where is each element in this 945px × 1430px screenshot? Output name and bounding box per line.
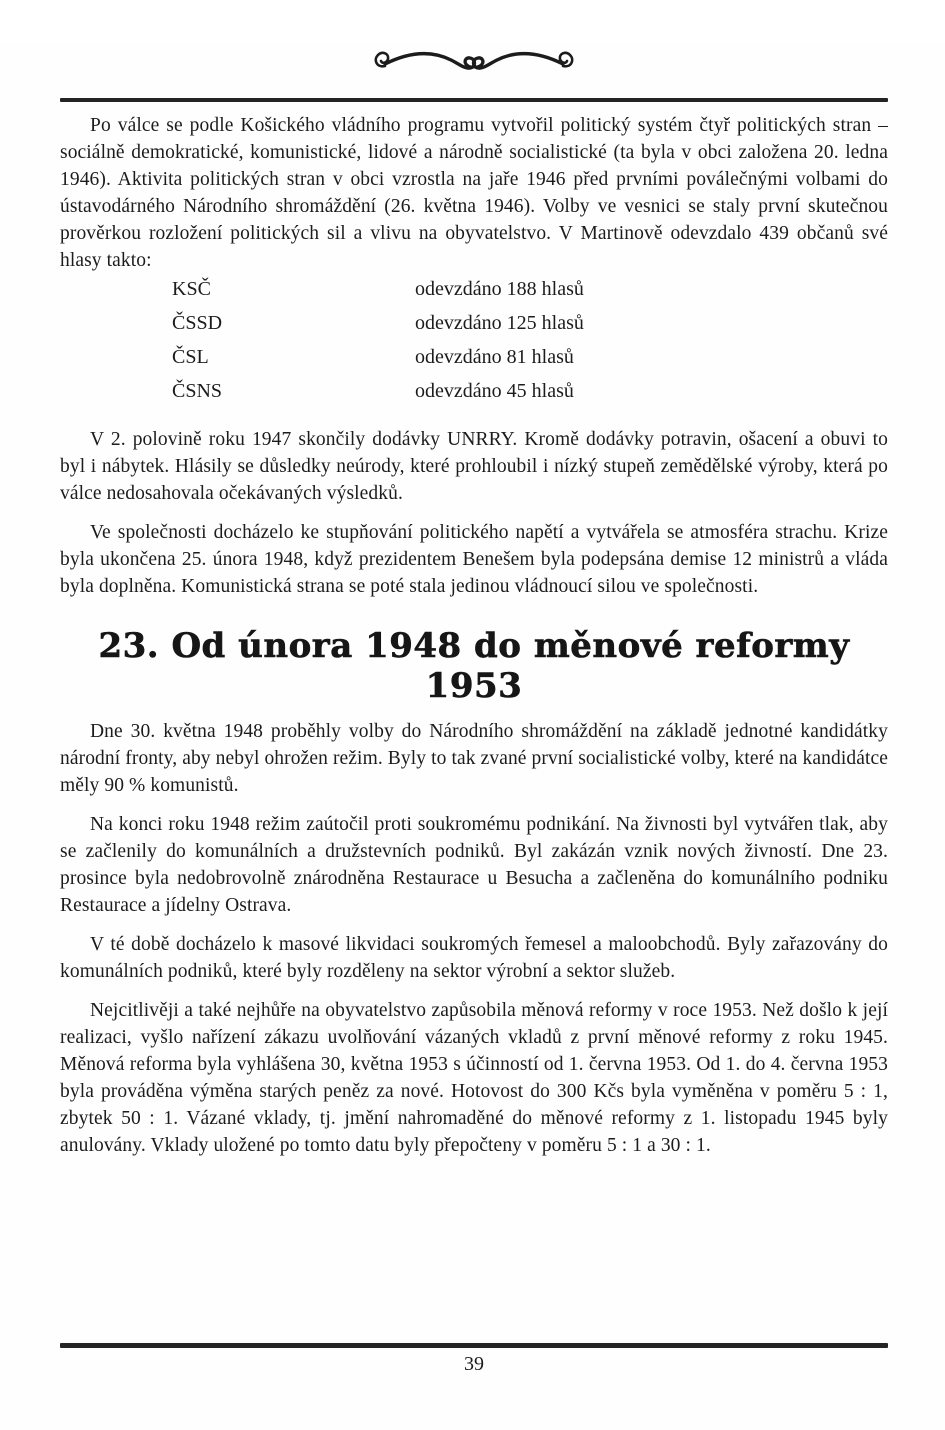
chapter-heading: 23. Od února 1948 do měnové reformy 1953 [98, 626, 850, 706]
party-abbreviation: ČSSD [172, 312, 223, 334]
paragraph-private-business: Na konci roku 1948 režim zaútočil proti soukromému podnikání. Na živnosti byl vytvářen tlak, aby se začlenily do komunálních a družstevních podniků. Byl zakázán vznik nových živností. Dne 23. prosince byla nedobrovolně znárodněna Restaurace u Besucha a začleněna do komunálního podniku Restaurace a jídelny Ostrava. [60, 814, 888, 916]
vote-count: odevzdáno 81 hlasů [415, 346, 574, 368]
party-abbreviation: ČSNS [172, 380, 223, 402]
book-page [0, 42, 945, 1430]
vote-row [172, 278, 888, 312]
vote-row [172, 380, 888, 414]
paragraph-unrra-deliveries: V 2. polovině roku 1947 skončily dodávky UNRRY. Kromě dodávky potravin, ošacení a obuvi to byl i nábytek. Hlásily se důsledky neúrody, které prohloubil i nízký stupeň zemědělské výroby, která po válce nedosahovala očekávaných výsledků. [60, 429, 888, 504]
vote-count: odevzdáno 125 hlasů [415, 312, 584, 334]
vote-results-list [172, 278, 888, 414]
top-rule [60, 98, 888, 102]
paragraph-february-crisis: Ve společnosti docházelo ke stupňování politického napětí a vytvářela se atmosféra strachu. Krize byla ukončena 25. února 1948, když prezidentem Benešem byla podepsána demise 12 ministrů a vláda byla doplněna. Komunistická strana se poté stala jedinou vládnoucí silou ve společnosti. [60, 522, 888, 597]
paragraph-currency-reform: Nejcitlivěji a také nejhůře na obyvatelstvo zapůsobila měnová reformy v roce 1953. Než došlo k její realizaci, vyšlo nařízení zákazu uvolňování vázaných vkladů z první měnové reformy z roku 1945. Měnová reforma byla vyhlášena 30, května 1953 s účinností od 1. června 1953. Od 1. do 4. června 1953 byla prováděna výměna starých peněz za nové. Hotovost do 300 Kčs byla vyměněna v poměru 5 : 1, zbytek 50 : 1. Vázané vklady, tj. jmění nahromaděné do měnové reformy z 1. listopadu 1945 byly anulovány. Vklady uložené po tomto datu byly přepočteny v poměru 5 : 1 a 30 : 1. [60, 1000, 888, 1156]
flourish-icon [369, 42, 579, 80]
bottom-rule [60, 1343, 888, 1348]
paragraph-postwar-parties: Po válce se podle Košického vládního programu vytvořil politický systém čtyř politických stran – sociálně demokratické, komunistické, lidové a národně socialistické (ta byla v obci založena 20. ledna 1946). Aktivita politických stran v obci vzrostla na jaře 1946 před prvními poválečnými volbami do ústavodárného Národního shromáždění (26. května 1946). Volby ve vesnici se staly první skutečnou prověrkou rozložení politických sil a vlivu na obyvatelstvo. V Martinově odevzdalo 439 občanů své hlasy takto: [60, 115, 888, 271]
vote-row [172, 312, 888, 346]
paragraph-1948-elections: Dne 30. května 1948 proběhly volby do Národního shromáždění na základě jednotné kandidátky národní fronty, aby nebyl ohrožen režim. Byly to tak zvané první socialistické volby, které na kandidátce měly 90 % komunistů. [60, 721, 888, 796]
party-abbreviation: KSČ [172, 278, 211, 300]
party-abbreviation: ČSL [172, 346, 209, 368]
vote-count: odevzdáno 188 hlasů [415, 278, 584, 300]
vote-count: odevzdáno 45 hlasů [415, 380, 574, 402]
page-number: 39 [464, 1353, 484, 1375]
vote-row [172, 346, 888, 380]
paragraph-crafts-liquidation: V té době docházelo k masové likvidaci soukromých řemesel a maloobchodů. Byly zařazovány do komunálních podniků, které byly rozděleny na sektor výrobní a sektor služeb. [60, 934, 888, 982]
flourish-ornament [60, 42, 888, 80]
page-footer [60, 1343, 888, 1376]
